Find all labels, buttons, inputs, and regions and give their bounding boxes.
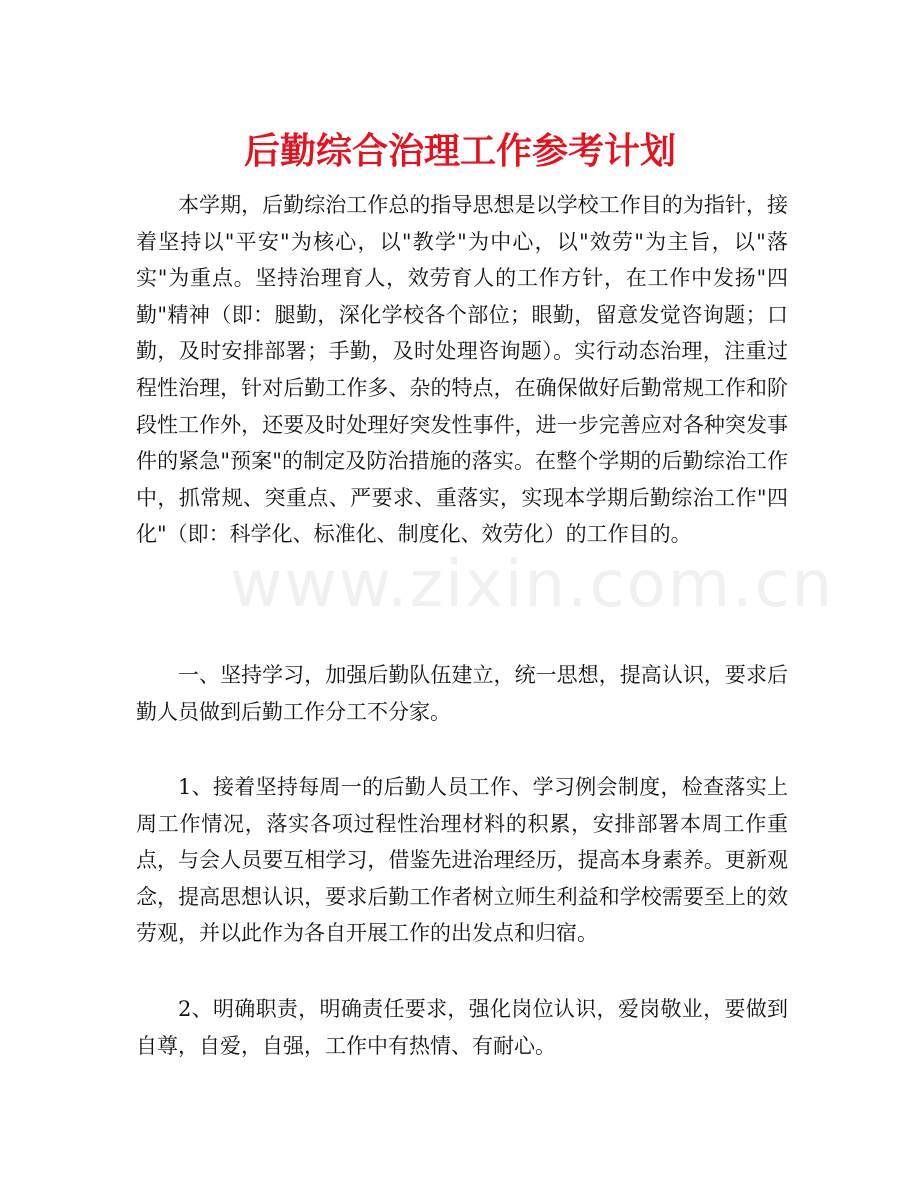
watermark: www.zixin.com.cn	[230, 548, 835, 622]
intro-paragraph: 本学期，后勤综治工作总的指导思想是以学校工作目的为指针，接着坚持以"平安"为核心，以"教学"为中心，以"效劳"为主旨，以"落实"为重点。坚持治理育人，效劳育人的工作方针，在工作中发扬"四勤"精神（即：腿勤，深化学校各个部位；眼勤，留意发觉咨询题；口勤，及时安排部署；手勤，及时处理咨询题）。实行动态治理，注重过程性治理，针对后勤工作多、杂的特点，在确保做好后勤常规工作和阶段性工作外，还要及时处理好突发性事件，进一步完善应对各种突发事件的紧急"预案"的制定及防治措施的落实。在整个学期的后勤综治工作中，抓常规、突重点、严要求、重落实，实现本学期后勤综治工作"四化"（即：科学化、标准化、制度化、效劳化）的工作目的。	[136, 193, 788, 547]
item-one-paragraph: 1、接着坚持每周一的后勤人员工作、学习例会制度，检查落实上周工作情况，落实各项过程性治理材料的积累，安排部署本周工作重点，与会人员要互相学习，借鉴先进治理经历，提高本身素养。更新观念，提高思想认识，要求后勤工作者树立师生利益和学校需要至上的效劳观，并以此作为各自开展工作的出发点和归宿。	[136, 775, 788, 946]
section-one-paragraph: 一、坚持学习，加强后勤队伍建立，统一思想，提高认识，要求后勤人员做到后勤工作分工不分家。	[136, 663, 788, 724]
document-title: 后勤综合治理工作参考计划	[243, 131, 676, 172]
item-two-paragraph: 2、明确职责，明确责任要求，强化岗位认识，爱岗敬业，要做到自尊，自爱，自强，工作中有热情、有耐心。	[136, 997, 788, 1058]
